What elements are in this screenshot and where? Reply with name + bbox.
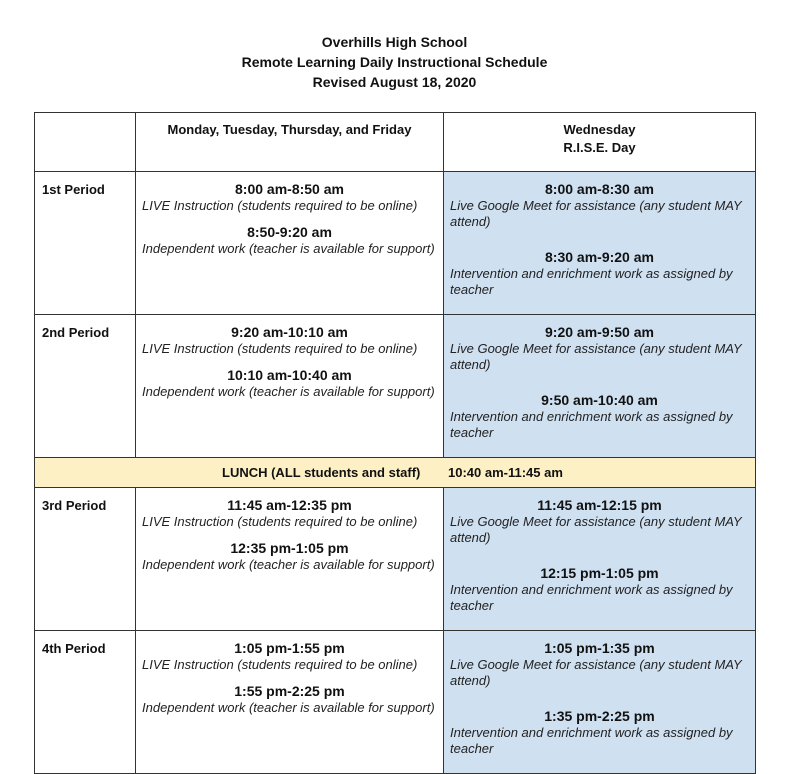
slot-time: 11:45 am-12:35 pm [227,497,352,513]
wednesday-cell [444,631,756,774]
slot-time: 1:35 pm-2:25 pm [544,708,655,724]
lunch-row [35,458,756,488]
slot-time: 11:45 am-12:15 pm [537,497,662,513]
slot-time: 8:00 am-8:50 am [235,181,344,197]
slot-description: Live Google Meet for assistance (any student MAY attend) [450,341,742,372]
period-row [35,631,756,774]
school-name: Overhills High School [321,34,468,50]
slot-description: Independent work (teacher is available for support) [142,557,435,572]
slot-description: Intervention and enrichment work as assigned by teacher [450,409,733,440]
slot-time: 12:35 pm-1:05 pm [230,540,349,556]
period-row [35,488,756,631]
slot-time: 8:50-9:20 am [247,224,332,240]
column-header-mtrf [136,113,444,172]
slot-description: Live Google Meet for assistance (any student MAY attend) [450,514,742,545]
slot-description: LIVE Instruction (students required to be online) [142,198,418,213]
slot-description: Live Google Meet for assistance (any student MAY attend) [450,198,742,229]
lunch-cell [35,458,756,488]
mtrf-cell [136,172,444,315]
revision-date: Revised August 18, 2020 [312,74,477,90]
period-name: 2nd Period [35,315,136,458]
slot-description: Intervention and enrichment work as assigned by teacher [450,725,733,756]
slot-description: Independent work (teacher is available for support) [142,700,435,715]
slot-time: 8:30 am-9:20 am [545,249,654,265]
period-row [35,315,756,458]
slot-description: Live Google Meet for assistance (any student MAY attend) [450,657,742,688]
mtrf-cell [136,488,444,631]
mtrf-cell [136,631,444,774]
slot-time: 9:20 am-10:10 am [231,324,348,340]
wednesday-cell [444,172,756,315]
header-row [35,113,756,172]
slot-time: 1:05 pm-1:55 pm [234,640,345,656]
column-header-mtrf-label: Monday, Tuesday, Thursday, and Friday [167,122,412,137]
slot-description: Independent work (teacher is available for support) [142,384,435,399]
period-name: 4th Period [35,631,136,774]
slot-description: Independent work (teacher is available for support) [142,241,435,256]
period-name: 1st Period [35,172,136,315]
slot-time: 12:15 pm-1:05 pm [540,565,659,581]
slot-description: Intervention and enrichment work as assigned by teacher [450,582,733,613]
slot-time: 9:20 am-9:50 am [545,324,654,340]
lunch-label: LUNCH (ALL students and staff) [222,465,421,480]
period-row [35,172,756,315]
column-header-wednesday [444,113,756,172]
schedule-title: Remote Learning Daily Instructional Schedule [241,54,548,70]
slot-time: 10:10 am-10:40 am [227,367,352,383]
slot-description: LIVE Instruction (students required to be online) [142,341,418,356]
slot-time: 1:05 pm-1:35 pm [544,640,655,656]
wednesday-cell [444,488,756,631]
slot-time: 1:55 pm-2:25 pm [234,683,345,699]
column-header-wednesday-day: Wednesday [563,122,636,137]
slot-description: LIVE Instruction (students required to be online) [142,514,418,529]
lunch-time: 10:40 am-11:45 am [448,465,563,480]
document-header [0,32,789,92]
slot-description: LIVE Instruction (students required to be online) [142,657,418,672]
wednesday-cell [444,315,756,458]
corner-cell [35,113,136,172]
schedule-table [34,112,756,774]
mtrf-cell [136,315,444,458]
column-header-wednesday-subtitle: R.I.S.E. Day [563,140,636,155]
period-name: 3rd Period [35,488,136,631]
slot-description: Intervention and enrichment work as assigned by teacher [450,266,733,297]
slot-time: 9:50 am-10:40 am [541,392,658,408]
slot-time: 8:00 am-8:30 am [545,181,654,197]
